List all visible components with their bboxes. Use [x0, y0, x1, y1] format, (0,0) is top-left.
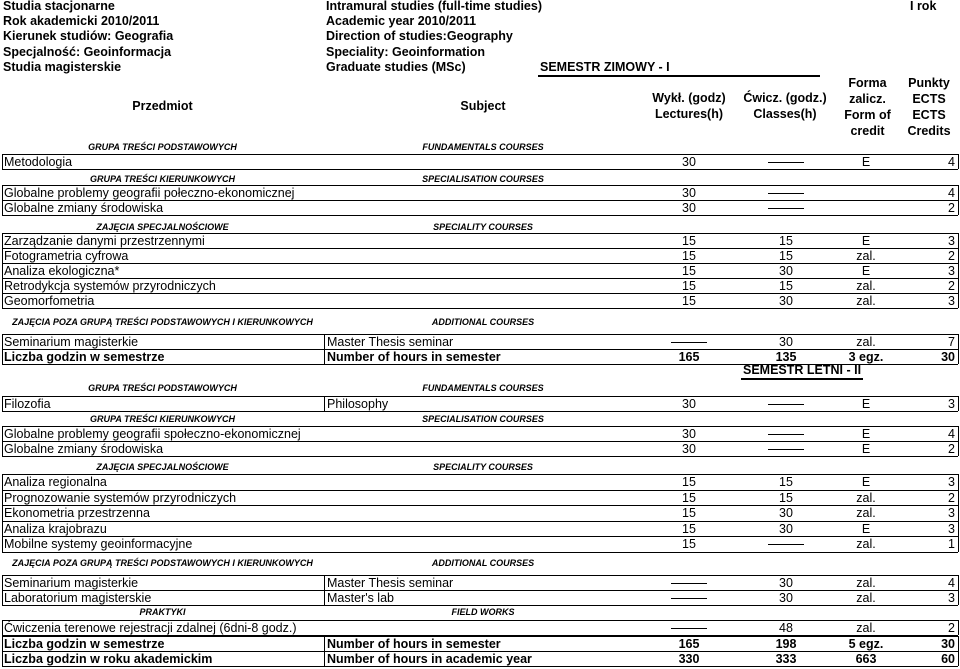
header-mid-1: Intramural studies (full-time studies): [326, 0, 543, 13]
row-bottom-border: [2, 169, 958, 170]
semester-2-title: SEMESTR LETNI - II: [743, 363, 862, 377]
course-name: Mobilne systemy geoinformacyjne: [4, 537, 193, 551]
group-label-pl: ZAJĘCIA POZA GRUPĄ TREŚCI PODSTAWOWYCH I KIERUNKOWYCH: [12, 558, 313, 568]
cell-form: E: [861, 155, 871, 169]
cell-cls: 30: [779, 335, 793, 349]
cell-ects: 3: [948, 264, 955, 278]
empty-dash-lect: [671, 342, 707, 343]
group-label-en: SPECIALITY COURSES: [433, 222, 533, 232]
cell-ects: 4: [948, 155, 955, 169]
cell-ects: 2: [948, 490, 955, 505]
course-name: Geomorfometria: [4, 294, 95, 308]
col-ects-1: Punkty: [908, 76, 950, 90]
header-left-1: Studia stacjonarne: [3, 0, 115, 13]
group-label-pl: ZAJĘCIA SPECJALNOŚCIOWE: [96, 462, 229, 472]
col-border: [2, 636, 3, 651]
col-border: [958, 490, 959, 506]
cell-ects: 3: [948, 521, 955, 536]
course-name: Analiza ekologiczna*: [4, 264, 120, 278]
empty-dash-cls: [768, 434, 804, 435]
col-subject: Subject: [460, 99, 506, 113]
cell-lect: 30: [682, 397, 696, 411]
total-label-pl: Liczba godzin w semestrze: [4, 637, 165, 651]
course-name-en: Master Thesis seminar: [327, 335, 454, 349]
col-border: [958, 651, 959, 666]
subject-divider: [324, 590, 325, 605]
course-name: Seminarium magisterkie: [4, 335, 139, 349]
cell-lect: 165: [678, 350, 700, 364]
course-name: Globalne zmiany środowiska: [4, 201, 164, 215]
course-name: Retrodykcja systemów przyrodniczych: [4, 279, 216, 293]
col-border: [958, 474, 959, 490]
cell-ects: 4: [948, 427, 955, 441]
cell-ects: 3: [948, 475, 955, 489]
header-mid-4: Speciality: Geoinformation: [326, 45, 486, 59]
group-label-pl: PRAKTYKI: [139, 607, 186, 617]
course-name: Globalne zmiany środowiska: [4, 442, 164, 456]
col-border: [2, 349, 3, 364]
semester-1-underline: [538, 75, 820, 77]
col-przedmiot: Przedmiot: [132, 99, 193, 113]
col-border: [2, 278, 3, 293]
cell-cls: 30: [779, 576, 793, 590]
cell-form: E: [861, 521, 871, 536]
cell-cls: 15: [779, 234, 793, 248]
col-border: [2, 185, 3, 200]
col-border: [2, 490, 3, 506]
col-border: [958, 536, 959, 552]
course-name: Globalne problemy geografii społeczno-ekonomicznej: [4, 427, 301, 441]
col-form-4: credit: [850, 124, 885, 138]
cell-ects: 4: [948, 186, 955, 200]
col-form-3: Form of: [844, 108, 891, 122]
empty-dash-cls: [768, 404, 804, 405]
total-label-en: Number of hours in semester: [327, 350, 501, 364]
course-name: Analiza krajobrazu: [4, 521, 107, 536]
group-label-pl: ZAJĘCIA POZA GRUPĄ TREŚCI PODSTAWOWYCH I KIERUNKOWYCH: [12, 317, 313, 327]
empty-dash-lect: [671, 628, 707, 629]
cell-form: zal.: [856, 335, 876, 349]
col-border: [958, 521, 959, 537]
cell-form: zal.: [856, 249, 876, 263]
subject-divider: [324, 334, 325, 349]
group-label-pl: GRUPA TREŚCI KIERUNKOWYCH: [89, 414, 235, 424]
cell-ects: 2: [948, 621, 955, 635]
col-border: [958, 396, 959, 411]
course-name-en: Philosophy: [327, 397, 389, 411]
cell-lect: 30: [682, 201, 696, 215]
cell-lect: 30: [682, 186, 696, 200]
subject-divider: [324, 575, 325, 590]
col-border: [958, 293, 959, 308]
cell-cls: 30: [779, 264, 793, 278]
cell-lect: 15: [682, 279, 696, 293]
cell-lect: 15: [682, 537, 696, 551]
cell-lect: 30: [682, 155, 696, 169]
cell-lect: 15: [682, 249, 696, 263]
cell-cls: 135: [775, 350, 797, 364]
cell-ects: 2: [948, 442, 955, 456]
col-border: [958, 505, 959, 521]
cell-lect: 15: [682, 506, 696, 520]
cell-lect: 330: [678, 652, 700, 666]
cell-ects: 2: [948, 201, 955, 215]
cell-ects: 3: [948, 294, 955, 308]
cell-ects: 3: [948, 397, 955, 411]
cell-ects: 3: [948, 591, 955, 605]
col-border: [2, 263, 3, 278]
header-left-3: Kierunek studiów: Geografia: [3, 29, 174, 43]
cell-form: E: [861, 264, 871, 278]
col-border: [2, 426, 3, 441]
col-border: [2, 248, 3, 263]
group-label-en: SPECIALISATION COURSES: [422, 174, 544, 184]
year-label: I rok: [910, 0, 937, 13]
group-label-pl: GRUPA TREŚCI PODSTAWOWYCH: [88, 142, 237, 152]
course-name: Fotogrametria cyfrowa: [4, 249, 129, 263]
col-ects-4: Credits: [907, 124, 951, 138]
col-border: [958, 575, 959, 590]
cell-ects: 2: [948, 279, 955, 293]
subject-divider: [324, 651, 325, 666]
cell-ects: 60: [941, 652, 955, 666]
course-name-en: Master Thesis seminar: [327, 576, 454, 590]
cell-form: E: [861, 475, 871, 489]
cell-ects: 30: [941, 637, 955, 651]
col-border: [958, 620, 959, 635]
col-classes-en: Classes(h): [753, 107, 817, 121]
cell-cls: 333: [775, 652, 797, 666]
course-name: Globalne problemy geografii połeczno-ekonomicznej: [4, 186, 295, 200]
row-top-border: [2, 396, 958, 397]
col-border: [958, 426, 959, 441]
header-mid-3: Direction of studies:Geography: [326, 29, 513, 43]
cell-cls: 15: [779, 279, 793, 293]
cell-ects: 3: [948, 234, 955, 248]
cell-cls: 30: [779, 521, 793, 536]
cell-lect: 165: [678, 637, 700, 651]
col-border: [958, 185, 959, 200]
cell-cls: 30: [779, 506, 793, 520]
col-border: [2, 620, 3, 635]
cell-ects: 4: [948, 576, 955, 590]
group-label-pl: ZAJĘCIA SPECJALNOŚCIOWE: [96, 222, 229, 232]
group-label-en: FUNDAMENTALS COURSES: [422, 142, 544, 152]
cell-form: zal.: [856, 621, 876, 635]
row-top-border: [2, 154, 958, 155]
empty-dash-lect: [671, 583, 707, 584]
col-border: [958, 590, 959, 605]
cell-form: E: [861, 427, 871, 441]
col-border: [958, 154, 959, 169]
empty-dash-cls: [768, 449, 804, 450]
col-border: [2, 575, 3, 590]
cell-form: zal.: [856, 490, 876, 505]
cell-ects: 30: [941, 350, 955, 364]
cell-form: 5 egz.: [848, 637, 884, 651]
col-border: [2, 590, 3, 605]
cell-form: E: [861, 397, 871, 411]
cell-form: 663: [855, 652, 877, 666]
col-border: [2, 441, 3, 456]
col-border: [2, 200, 3, 215]
col-ects-2: ECTS: [912, 92, 946, 106]
cell-cls: 15: [779, 249, 793, 263]
header-left-5: Studia magisterskie: [3, 60, 122, 74]
header-mid-2: Academic year 2010/2011: [326, 14, 477, 28]
cell-form: zal.: [856, 294, 876, 308]
col-border: [2, 505, 3, 521]
col-border: [2, 233, 3, 248]
group-label-en: FIELD WORKS: [451, 607, 515, 617]
cell-ects: 7: [948, 335, 955, 349]
cell-cls: 48: [779, 621, 793, 635]
col-border: [958, 334, 959, 349]
total-label-en: Number of hours in semester: [327, 637, 501, 651]
course-name: Laboratorium magisterskie: [4, 591, 152, 605]
col-border: [2, 474, 3, 490]
empty-dash-cls: [768, 544, 804, 545]
col-ects-3: ECTS: [912, 108, 946, 122]
cell-ects: 1: [948, 537, 955, 551]
col-border: [958, 441, 959, 456]
course-name: Seminarium magisterkie: [4, 576, 139, 590]
course-name: Metodologia: [4, 155, 73, 169]
cell-form: zal.: [856, 506, 876, 520]
col-lectures-pl: Wykł. (godz): [652, 91, 726, 105]
course-name: Ekonometria przestrzenna: [4, 506, 150, 520]
total-label-pl: Liczba godzin w roku akademickim: [4, 652, 213, 666]
cell-lect: 15: [682, 264, 696, 278]
col-border: [2, 154, 3, 169]
col-border: [2, 521, 3, 537]
col-border: [2, 293, 3, 308]
col-classes-pl: Ćwicz. (godz.): [743, 91, 827, 105]
course-name-en: Master's lab: [327, 591, 394, 605]
cell-lect: 15: [682, 234, 696, 248]
cell-cls: 30: [779, 591, 793, 605]
cell-ects: 3: [948, 506, 955, 520]
cell-lect: 15: [682, 475, 696, 489]
col-border: [2, 396, 3, 411]
col-border: [958, 248, 959, 263]
cell-form: E: [861, 234, 871, 248]
col-border: [958, 349, 959, 364]
header-left-4: Specjalność: Geoinformacja: [3, 45, 172, 59]
cell-cls: 198: [775, 637, 797, 651]
course-name: Ćwiczenia terenowe rejestracji zdalnej (6dni-8 godz.): [4, 621, 297, 635]
group-label-en: ADDITIONAL COURSES: [431, 558, 535, 568]
total-label-pl: Liczba godzin w semestrze: [4, 350, 165, 364]
cell-lect: 15: [682, 490, 696, 505]
col-border: [958, 278, 959, 293]
course-name: Zarządzanie danymi przestrzennymi: [4, 234, 205, 248]
group-label-en: SPECIALISATION COURSES: [422, 414, 544, 424]
semester-1-title: SEMESTR ZIMOWY - I: [540, 60, 670, 74]
cell-cls: 15: [779, 490, 793, 505]
group-label-pl: GRUPA TREŚCI KIERUNKOWYCH: [89, 174, 235, 184]
subject-divider: [324, 396, 325, 411]
cell-lect: 15: [682, 521, 696, 536]
col-lectures-en: Lectures(h): [654, 107, 724, 121]
subject-divider: [324, 349, 325, 364]
cell-lect: 15: [682, 294, 696, 308]
cell-lect: 30: [682, 427, 696, 441]
cell-form: zal.: [856, 279, 876, 293]
header-left-2: Rok akademicki 2010/2011: [3, 14, 160, 28]
col-border: [2, 536, 3, 552]
empty-dash-lect: [671, 598, 707, 599]
col-border: [2, 334, 3, 349]
cell-ects: 2: [948, 249, 955, 263]
cell-lect: 30: [682, 442, 696, 456]
cell-form: E: [861, 442, 871, 456]
subject-divider: [324, 636, 325, 651]
group-label-pl: GRUPA TREŚCI PODSTAWOWYCH: [88, 383, 237, 393]
empty-dash-cls: [768, 208, 804, 209]
col-border: [958, 263, 959, 278]
col-form-1: Forma: [848, 76, 887, 90]
course-name: Analiza regionalna: [4, 475, 107, 489]
cell-form: zal.: [856, 576, 876, 590]
cell-form: zal.: [856, 537, 876, 551]
cell-cls: 15: [779, 475, 793, 489]
semester-2-underline: [741, 378, 863, 380]
cell-cls: 30: [779, 294, 793, 308]
group-label-en: SPECIALITY COURSES: [433, 462, 533, 472]
total-label-en: Number of hours in academic year: [327, 652, 532, 666]
cell-form: 3 egz.: [848, 350, 884, 364]
col-border: [958, 233, 959, 248]
cell-form: zal.: [856, 591, 876, 605]
empty-dash-cls: [768, 193, 804, 194]
header-mid-5: Graduate studies (MSc): [326, 60, 466, 74]
course-name: Prognozowanie systemów przyrodniczych: [4, 490, 237, 505]
col-form-2: zalicz.: [849, 92, 886, 106]
group-label-en: ADDITIONAL COURSES: [431, 317, 535, 327]
col-border: [2, 651, 3, 666]
empty-dash-cls: [768, 162, 804, 163]
group-label-en: FUNDAMENTALS COURSES: [422, 383, 544, 393]
col-border: [958, 636, 959, 651]
course-name: Filozofia: [4, 397, 51, 411]
col-border: [958, 200, 959, 215]
